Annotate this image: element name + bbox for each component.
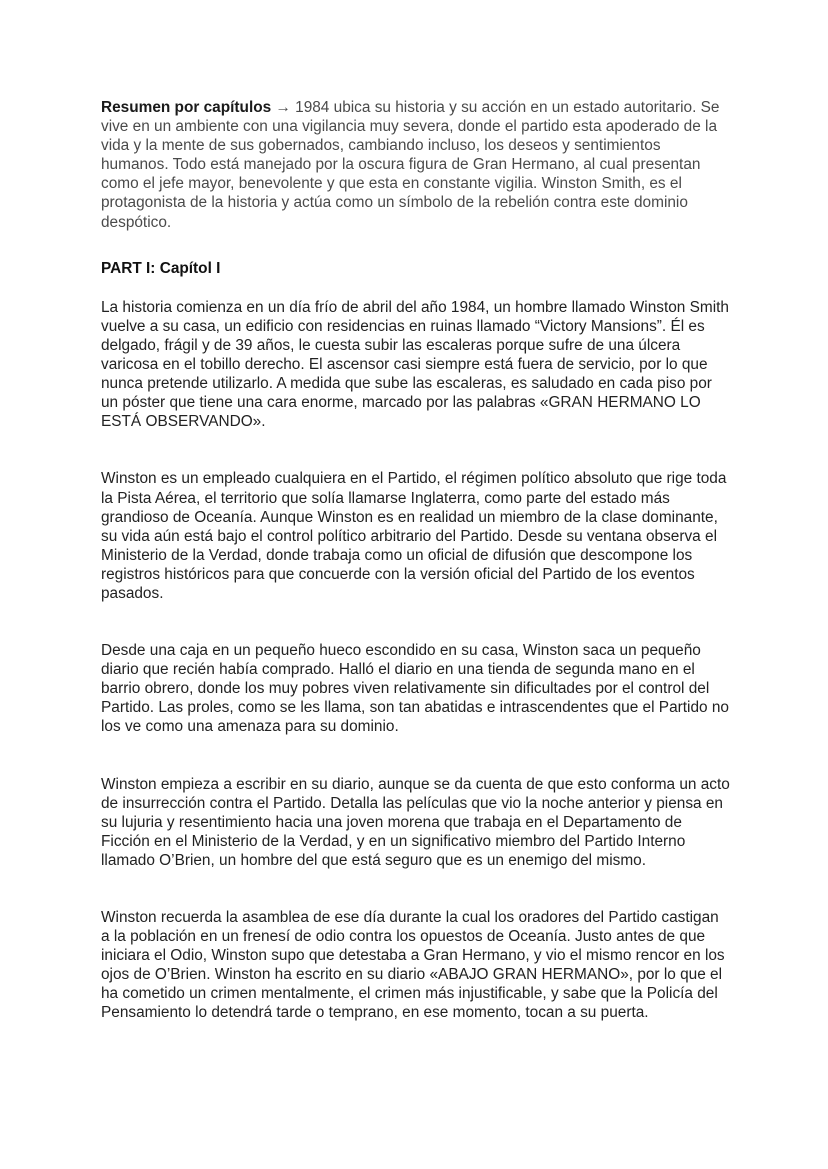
summary-text: → 1984 ubica su historia y su acción en un estado autoritario. Se vive en un ambiente con una vigilancia muy severa, donde el partido esta apoderado de la vida y la mente de sus gobernados, cambiando incluso, los deseos y sentimientos humanos. Todo está manejado por la oscura figura de Gran Hermano, al cual presentan como el jefe mayor, benevolente y que esta en constante vigilia. Winston Smith, es el protagonista de la historia y actúa como un símbolo de la rebelión contra este dominio despótico.	[101, 99, 720, 231]
summary-lead: Resumen por capítulos	[101, 99, 272, 116]
body-paragraph: Winston empieza a escribir en su diario, aunque se da cuenta de que esto conforma un acto de insurrección contra el Partido. Detalla las películas que vio la noche anterior y piensa en su lujuria y resentimiento hacia una joven morena que trabaja en el Departamento de Ficción en el Ministerio de la Verdad, y en un significativo miembro del Partido Interno llamado O’Brien, un hombre del que está seguro que es un enemigo del mismo.	[101, 775, 730, 869]
summary-paragraph	[101, 98, 731, 232]
body-paragraph: Winston recuerda la asamblea de ese día durante la cual los oradores del Partido castigan a la población en un frenesí de odio contra los opuestos de Oceanía. Justo antes de que iniciara el Odio, Winston supo que detestaba a Gran Hermano, y vio el mismo rencor en los ojos de O’Brien. Winston ha escrito en su diario «ABAJO GRAN HERMANO», por lo que el ha cometido un crimen mentalmente, el crimen más injustificable, y sabe que la Policía del Pensamiento lo detendrá tarde o temprano, en ese momento, tocan a su puerta.	[101, 909, 725, 1022]
body-paragraph: Desde una caja en un pequeño hueco escondido en su casa, Winston saca un pequeño diario que recién había comprado. Halló el diario en una tienda de segunda mano en el barrio obrero, donde los muy pobres viven relativamente sin dificultades por el control del Partido. Las proles, como se les llama, son tan abatidas e intrascendentes que el Partido no los ve como una amenaza para su dominio.	[101, 642, 729, 736]
body-paragraph: La historia comienza en un día frío de abril del año 1984, un hombre llamado Winston Smith vuelve a su casa, un edificio con residencias en ruinas llamado “Victory Mansions”. Él es delgado, frágil y de 39 años, le cuesta subir las escaleras porque sufre de una úlcera varicosa en el tobillo derecho. El ascensor casi siempre está fuera de servicio, por lo que nunca pretende utilizarlo. A medida que sube las escaleras, es saludado en cada piso por un póster que tiene una cara enorme, marcado por las palabras «GRAN HERMANO LO ESTÁ OBSERVANDO».	[101, 298, 729, 431]
body-paragraph: Winston es un empleado cualquiera en el Partido, el régimen político absoluto que rige toda la Pista Aérea, el territorio que solía llamarse Inglaterra, como parte del estado más grandioso de Oceanía. Aunque Winston es en realidad un miembro de la clase dominante, su vida aún está bajo el control político arbitrario del Partido. Desde su ventana observa el Ministerio de la Verdad, donde trabaja como un oficial de difusión que descompone los registros históricos para que concuerde con la versión oficial del Partido de los eventos pasados.	[101, 470, 727, 602]
document-page	[101, 98, 731, 1023]
part-heading: PART I: Capítol I	[101, 259, 221, 277]
